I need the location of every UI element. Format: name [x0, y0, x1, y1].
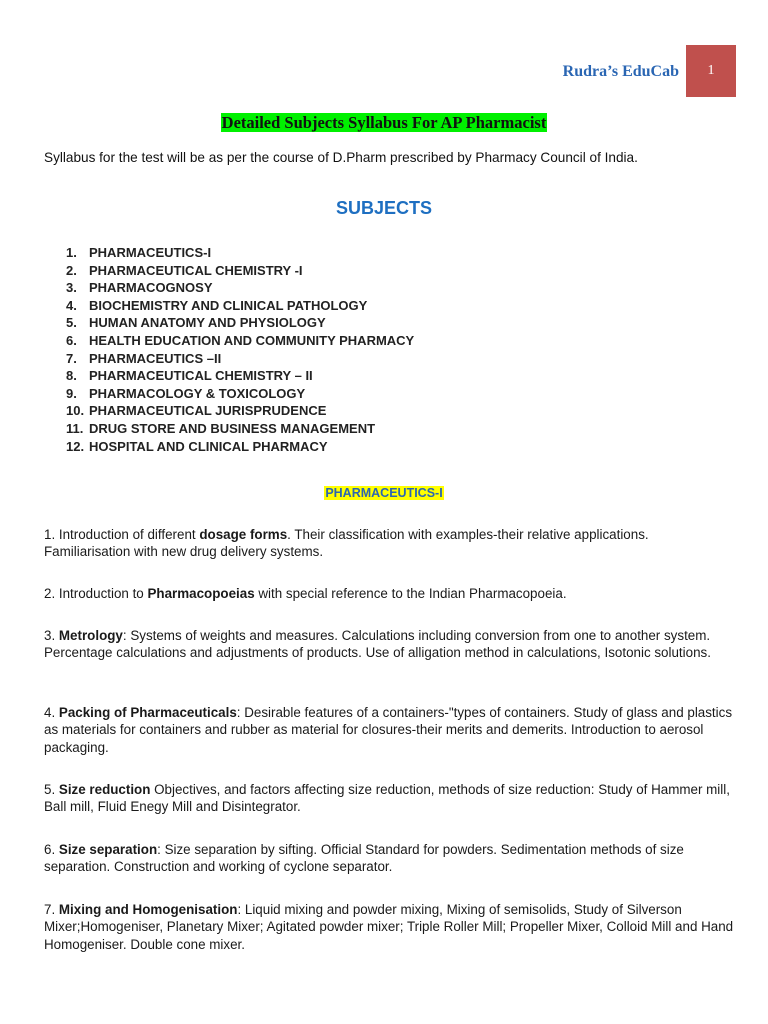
- subject-label: PHARMACOGNOSY: [89, 280, 213, 296]
- subject-item: [66, 244, 414, 262]
- topic-term: Size separation: [58, 842, 158, 857]
- subject-label: PHARMACEUTICAL CHEMISTRY -I: [89, 262, 303, 278]
- intro-text: Syllabus for the test will be as per the course of D.Pharm prescribed by Pharmacy Council of India.: [44, 150, 638, 165]
- document-title: Detailed Subjects Syllabus For AP Pharmacist: [221, 113, 547, 132]
- syllabus-paragraph: 5. Size reduction Objectives, and factors affecting size reduction, methods of size reduction: Study of Hammer mill, Ball mill, Fluid Enegy Mill and Disintegrator.: [44, 782, 730, 815]
- syllabus-paragraph: 2. Introduction to Pharmacopoeias with special reference to the Indian Pharmacopoeia.: [44, 586, 567, 601]
- page-number: 1: [707, 63, 715, 78]
- subject-item: [66, 314, 414, 332]
- subject-item: [66, 402, 414, 420]
- syllabus-paragraph: 6. Size separation: Size separation by sifting. Official Standard for powders. Sedimentation methods of size separation. Construction and working of cyclone separator.: [44, 842, 684, 875]
- subject-number: 2.: [66, 262, 77, 278]
- subject-label: HOSPITAL AND CLINICAL PHARMACY: [89, 438, 328, 454]
- brand-name: Rudra’s EduCab: [562, 63, 679, 80]
- subject-number: 6.: [66, 332, 77, 348]
- section-heading-container: [0, 484, 768, 502]
- subject-number: 7.: [66, 350, 77, 366]
- subject-number: 8.: [66, 368, 77, 384]
- subject-number: 4.: [66, 297, 77, 313]
- subject-label: HEALTH EDUCATION AND COMMUNITY PHARMACY: [89, 332, 415, 348]
- topic-term: Packing of Pharmaceuticals: [58, 705, 237, 720]
- subject-label: HUMAN ANATOMY AND PHYSIOLOGY: [89, 315, 326, 331]
- page-number-badge: [686, 45, 736, 97]
- topic-term: Size reduction: [58, 782, 151, 797]
- subject-number: 9.: [66, 385, 77, 401]
- topic-term: Metrology: [58, 628, 123, 643]
- subjects-list: [66, 244, 414, 455]
- syllabus-paragraph: 3. Metrology: Systems of weights and measures. Calculations including conversion from one to another system. Percentage calculations and adjustments of products. Use of alligation method in calculations, Isotonic solutions.: [44, 628, 711, 661]
- syllabus-paragraph: 1. Introduction of different dosage forms. Their classification with examples-their relative applications. Familiarisation with new drug delivery systems.: [44, 527, 649, 560]
- subject-item: [66, 297, 414, 315]
- subject-label: PHARMACEUTICS-I: [89, 245, 212, 260]
- subject-label: DRUG STORE AND BUSINESS MANAGEMENT: [89, 420, 376, 436]
- section-heading: PHARMACEUTICS-I: [325, 486, 443, 500]
- subject-item: [66, 350, 414, 368]
- subject-label: PHARMACOLOGY & TOXICOLOGY: [89, 385, 306, 401]
- subject-item: [66, 385, 414, 403]
- subject-number: 3.: [66, 280, 77, 296]
- subject-number: 5.: [66, 315, 77, 331]
- syllabus-paragraph: 4. Packing of Pharmaceuticals: Desirable features of a containers-"types of containers. Study of glass and plastics as materials for containers and rubber as material for closures-their merits and demerits. Introduction to aerosol packaging.: [44, 705, 733, 755]
- subject-number: 11.: [66, 420, 84, 436]
- subject-item: [66, 279, 414, 297]
- subject-number: 10.: [66, 403, 85, 419]
- subject-number: 1.: [66, 245, 77, 260]
- subject-label: PHARMACEUTICAL CHEMISTRY – II: [89, 368, 313, 384]
- subject-item: [66, 367, 414, 385]
- subject-item: [66, 332, 414, 350]
- subject-label: PHARMACEUTICAL JURISPRUDENCE: [89, 403, 327, 419]
- title-container: [0, 113, 768, 133]
- subject-item: [66, 420, 414, 438]
- syllabus-paragraph: 7. Mixing and Homogenisation: Liquid mixing and powder mixing, Mixing of semisolids, Study of Silverson Mixer;Homogeniser, Planetary Mixer; Agitated powder mixer; Triple Roller Mill; Propeller Mixer, Colloid Mill and Hand Homogeniser. Double cone mixer.: [44, 902, 734, 952]
- subjects-heading: SUBJECTS: [335, 198, 433, 218]
- subject-number: 12.: [66, 438, 85, 454]
- subject-item: [66, 438, 414, 456]
- subject-label: PHARMACEUTICS –II: [89, 350, 222, 366]
- topic-term: Mixing and Homogenisation: [58, 902, 238, 917]
- topic-term: Pharmacopoeias: [147, 586, 255, 601]
- subject-label: BIOCHEMISTRY AND CLINICAL PATHOLOGY: [89, 297, 368, 313]
- topic-term: dosage forms: [199, 527, 288, 542]
- subject-item: [66, 262, 414, 280]
